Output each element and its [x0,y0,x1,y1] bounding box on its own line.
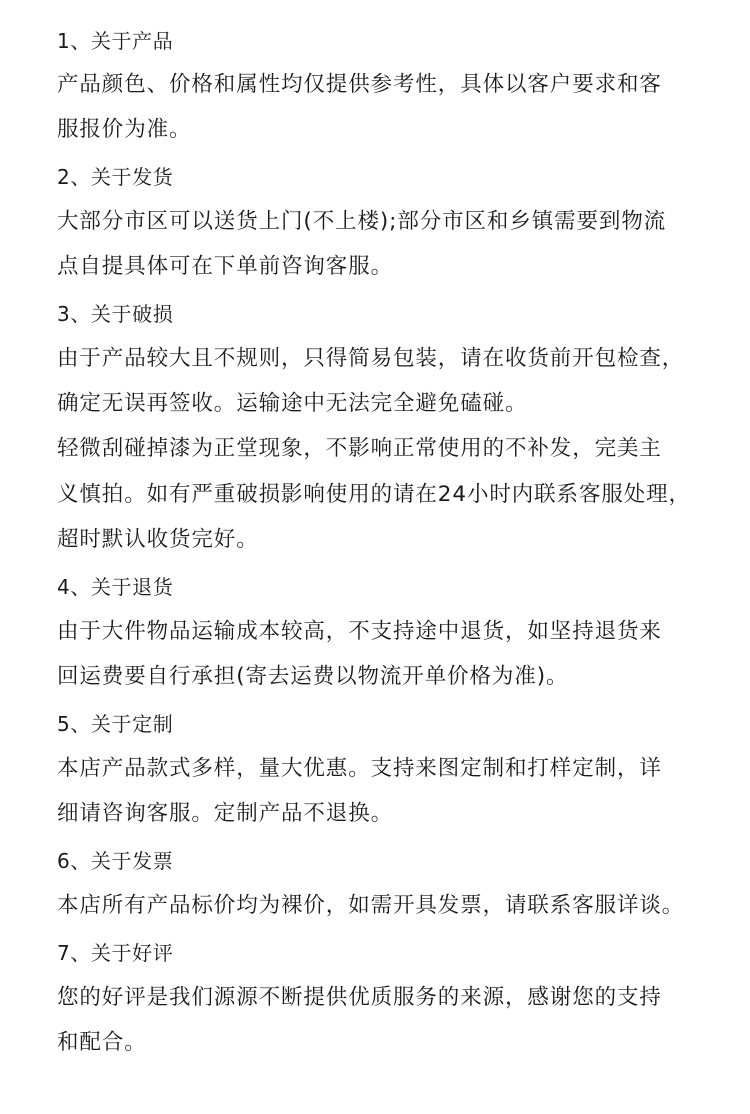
section-heading-review: 7、关于好评 [57,941,174,965]
section-text-line: 超时默认收货完好。 [57,527,259,552]
section-text-line: 点自提具体可在下单前咨询客服。 [57,254,394,279]
section-heading-damage: 3、关于破损 [57,302,174,326]
section-heading-returns: 4、关于退货 [57,575,174,599]
section-text-line: 义慎拍。如有严重破损影响使用的请在24小时内联系客服处理， [57,482,691,507]
section-text-line: 确定无误再签收。运输途中无法完全避免磕碰。 [57,391,528,416]
section-heading-product: 1、关于产品 [57,29,174,53]
section-text-line: 细请咨询客服。定制产品不退换。 [57,801,394,826]
section-text-line: 服报价为准。 [57,117,192,142]
section-text-line: 本店产品款式多样，量大优惠。支持来图定制和打样定制，详 [57,756,662,781]
section-text-line: 大部分市区可以送货上门(不上楼);部分市区和乡镇需要到物流 [57,209,667,234]
section-text-line: 轻微刮碰掉漆为正堂现象，不影响正常使用的不补发，完美主 [57,436,662,461]
section-text-line: 和配合。 [57,1030,147,1055]
section-text-line: 本店所有产品标价均为裸价，如需开具发票，请联系客服详谈。 [57,893,685,918]
section-text-line: 由于产品较大且不规则，只得简易包装，请在收货前开包检查， [57,346,685,371]
section-text-line: 回运费要自行承担(寄去运费以物流开单价格为准)。 [57,664,569,689]
section-heading-custom: 5、关于定制 [57,712,174,736]
section-text-line: 由于大件物品运输成本较高，不支持途中退货，如坚持退货来 [57,619,662,644]
section-heading-shipping: 2、关于发货 [57,165,174,189]
section-heading-invoice: 6、关于发票 [57,849,174,873]
section-text-line: 您的好评是我们源源不断提供优质服务的来源，感谢您的支持 [57,985,662,1010]
section-text-line: 产品颜色、价格和属性均仅提供参考性，具体以客户要求和客 [57,72,662,97]
